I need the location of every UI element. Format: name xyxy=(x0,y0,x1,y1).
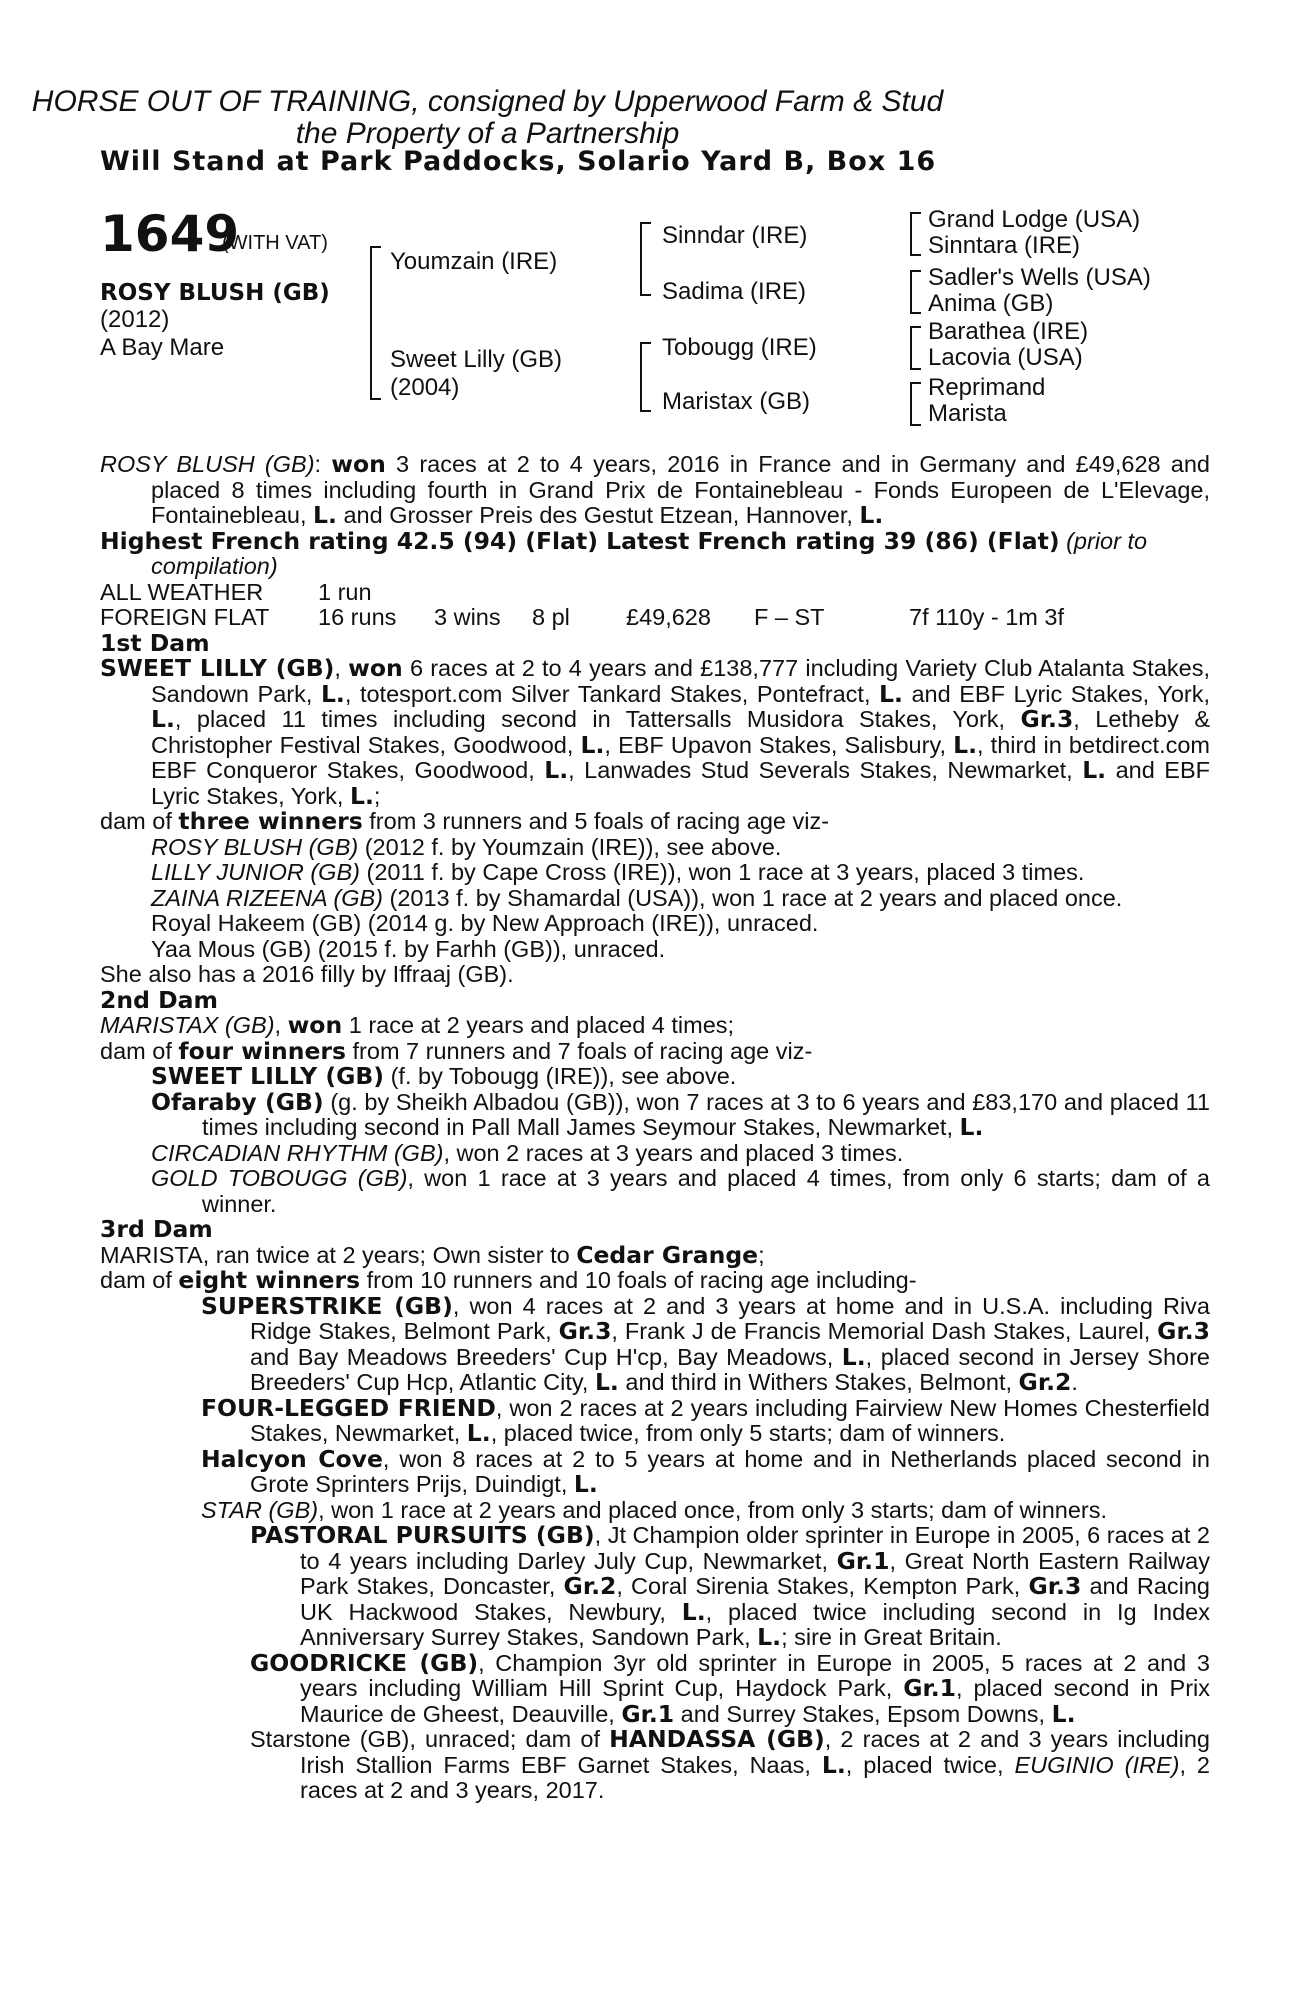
pedigree-gsire-3: Barathea (IRE) xyxy=(928,318,1089,345)
produce-item: Starstone (GB), unraced; dam of HANDASSA (GB), 2 races at 2 and 3 years including Irish Stallion Farms EBF Garnet Stakes, Naas, L., placed twice, EUGINIO (IRE), 2 races at 2 and 3 years, 2017. xyxy=(250,1725,1210,1803)
second-dam-produce-summary: dam of four winners from 7 runners and 7 foals of racing age viz- xyxy=(100,1036,813,1065)
first-dam-note: She also has a 2016 filly by Iffraaj (GB). xyxy=(100,961,514,987)
second-dam-heading: 2nd Dam xyxy=(100,985,218,1014)
produce-item: Royal Hakeem (GB) (2014 g. by New Approach (IRE)), unraced. xyxy=(151,910,819,936)
pedigree-gdam-2: Anima (GB) xyxy=(928,290,1054,317)
header-line-2: the Property of a Partnership xyxy=(295,117,680,150)
race-record: ROSY BLUSH (GB): won 3 races at 2 to 4 years, 2016 in France and in Germany and £49,628 and placed 8 times including fourth in Grand Prix de Fontainebleau - Fonds Europeen de L'Elevage, Fontainebleau, L. and Grosser Preis des Gestut Etzean, Hannover, L. xyxy=(100,450,1211,529)
pedigree-gsire-1: Grand Lodge (USA) xyxy=(928,206,1141,233)
catalogue-body xyxy=(100,452,1210,1804)
pedigree-dam-dam: Maristax (GB) xyxy=(662,388,811,415)
pedigree-bracket xyxy=(640,342,651,412)
produce-item: FOUR-LEGGED FRIEND, won 2 races at 2 years including Fairview New Homes Chesterfield Stakes, Newmarket, L., placed twice, from only 5 starts; dam of winners. xyxy=(201,1393,1210,1447)
produce-item: Halcyon Cove, won 8 races at 2 to 5 years at home and in Netherlands placed second in Grote Sprinters Prijs, Duindigt, L. xyxy=(201,1444,1210,1498)
horse-description: A Bay Mare xyxy=(100,334,225,361)
produce-item: STAR (GB), won 1 race at 2 years and placed once, from only 3 starts; dam of winners. xyxy=(201,1496,1108,1523)
stats-row: FOREIGN FLAT 16 runs 3 wins 8 pl £49,628 F – ST 7f 110y - 1m 3f xyxy=(100,604,1064,630)
stats-table xyxy=(100,580,1210,631)
pedigree-sire-sire: Sinndar (IRE) xyxy=(662,222,808,249)
produce-item: CIRCADIAN RHYTHM (GB), won 2 races at 3 years and placed 3 times. xyxy=(151,1139,904,1166)
produce-item: GOODRICKE (GB), Champion 3yr old sprinter in Europe in 2005, 5 races at 2 and 3 years including William Hill Sprint Cup, Haydock Park, Gr.1, placed second in Prix Maurice de Gheest, Deauville, Gr.1 and Surrey Stakes, Epsom Downs, L. xyxy=(250,1648,1210,1728)
pedigree-sire: Youmzain (IRE) xyxy=(390,248,558,275)
first-dam-record: SWEET LILLY (GB), won 6 races at 2 to 4 years and £138,777 including Variety Club Atalanta Stakes, Sandown Park, L., totesport.com Silver Tankard Stakes, Pontefract, L. and EBF Lyric Stakes, York, L., placed 11 times including second in Tattersalls Musidora Stakes, York, Gr.3, Letheby & Christopher Festival Stakes, Goodwood, L., EBF Upavon Stakes, Salisbury, L., third in betdirect.com EBF Conqueror Stakes, Goodwood, L., Lanwades Stud Severals Stakes, Newmarket, L. and EBF Lyric Stakes, York, L.; xyxy=(100,654,1210,810)
pedigree-gdam-1: Sinntara (IRE) xyxy=(928,232,1081,259)
first-dam-produce-summary: dam of three winners from 3 runners and 5 foals of racing age viz- xyxy=(100,807,830,835)
third-dam-heading: 3rd Dam xyxy=(100,1215,213,1243)
pedigree-dam-year: (2004) xyxy=(390,374,460,401)
horse-name: ROSY BLUSH (GB) xyxy=(100,280,330,306)
pedigree-bracket xyxy=(910,326,921,370)
pedigree-bracket xyxy=(910,270,921,314)
pedigree-gsire-4: Reprimand xyxy=(928,374,1046,401)
pedigree-gdam-3: Lacovia (USA) xyxy=(928,344,1083,371)
produce-item: SWEET LILLY (GB) (f. by Tobougg (IRE)), see above. xyxy=(151,1062,737,1090)
produce-item: PASTORAL PURSUITS (GB), Jt Champion older sprinter in Europe in 2005, 6 races at 2 to 4 years including Darley July Cup, Newmarket, Gr.1, Great North Eastern Railway Park Stakes, Doncaster, Gr.2, Coral Sirenia Stakes, Kempton Park, Gr.3 and Racing UK Hackwood Stakes, Newbury, L., placed twice including second in Ig Index Anniversary Surrey Stakes, Sandown Park, L.; sire in Great Britain. xyxy=(250,1521,1210,1651)
third-dam-record: MARISTA, ran twice at 2 years; Own sister to Cedar Grange; xyxy=(100,1240,765,1269)
location-line: Will Stand at Park Paddocks, Solario Yard B, Box 16 xyxy=(100,146,937,177)
pedigree-gdam-4: Marista xyxy=(928,400,1007,427)
pedigree-dam-sire: Tobougg (IRE) xyxy=(662,334,817,361)
produce-item: Ofaraby (GB) (g. by Sheikh Albadou (GB)), won 7 races at 3 to 6 years and £83,170 and placed 11 times including second in Pall Mall James Seymour Stakes, Newmarket, L. xyxy=(151,1087,1211,1141)
lot-number: 1649 xyxy=(100,205,240,263)
rating-line: Highest French rating 42.5 (94) (Flat) Latest French rating 39 (86) (Flat) (prior to compilation) xyxy=(100,526,1148,579)
pedigree-bracket xyxy=(370,246,381,400)
pedigree-gsire-2: Sadler's Wells (USA) xyxy=(928,264,1151,291)
pedigree-dam: Sweet Lilly (GB) xyxy=(390,346,563,373)
vat-note: (WITH VAT) xyxy=(222,232,328,254)
header-line-1: HORSE OUT OF TRAINING, consigned by Upperwood Farm & Stud xyxy=(31,85,944,118)
stats-row: ALL WEATHER 1 run xyxy=(100,578,372,605)
pedigree-bracket xyxy=(910,212,921,256)
produce-item: Yaa Mous (GB) (2015 f. by Farhh (GB)), unraced. xyxy=(151,935,666,962)
second-dam-record: MARISTAX (GB), won 1 race at 2 years and placed 4 times; xyxy=(100,1011,735,1039)
first-dam-heading: 1st Dam xyxy=(100,628,210,657)
third-dam-produce-summary: dam of eight winners from 10 runners and 10 foals of racing age including- xyxy=(100,1266,917,1294)
produce-item: GOLD TOBOUGG (GB), won 1 race at 3 years and placed 4 times, from only 6 starts; dam of a winner. xyxy=(151,1165,1210,1217)
pedigree-bracket xyxy=(910,382,921,426)
produce-item: SUPERSTRIKE (GB), won 4 races at 2 and 3 years at home and in U.S.A. including Riva Ridge Stakes, Belmont Park, Gr.3, Frank J de Francis Memorial Dash Stakes, Laurel, Gr.3 and Bay Meadows Breeders' Cup H'cp, Bay Meadows, L., placed second in Jersey Shore Breeders' Cup Hcp, Atlantic City, L. and third in Withers Stakes, Belmont, Gr.2. xyxy=(201,1291,1210,1396)
pedigree-sire-dam: Sadima (IRE) xyxy=(662,278,807,305)
produce-item: ROSY BLUSH (GB) (2012 f. by Youmzain (IRE)), see above. xyxy=(151,833,782,860)
produce-item: LILLY JUNIOR (GB) (2011 f. by Cape Cross (IRE)), won 1 race at 3 years, placed 3 times. xyxy=(151,859,1085,885)
produce-item: ZAINA RIZEENA (GB) (2013 f. by Shamardal (USA)), won 1 race at 2 years and placed once. xyxy=(151,884,1123,911)
horse-year: (2012) xyxy=(100,306,170,333)
pedigree-bracket xyxy=(640,222,651,296)
